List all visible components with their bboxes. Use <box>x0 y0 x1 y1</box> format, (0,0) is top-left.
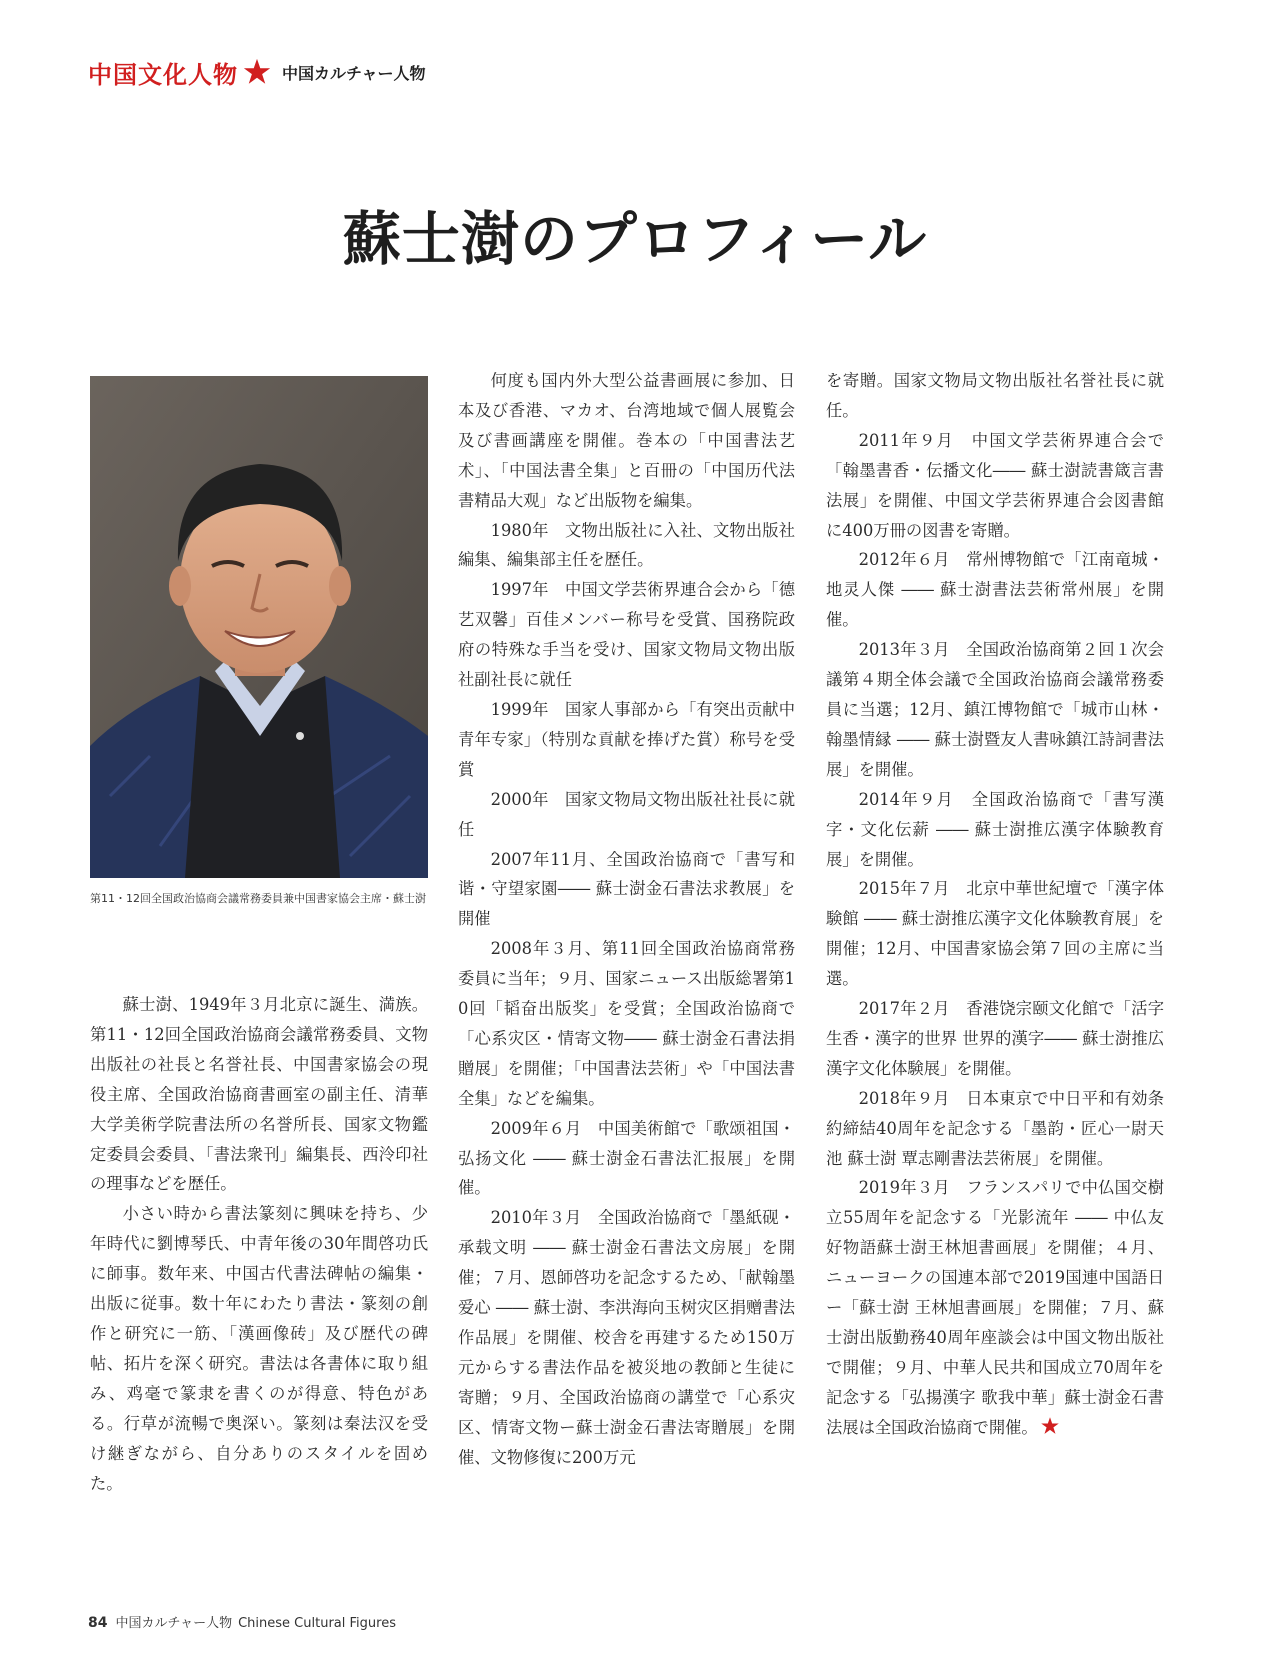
paragraph: 1999年 国家人事部から「有突出贡献中青年专家」（特別な貢献を捧げた賞）称号を受賞 <box>458 699 795 779</box>
brand-zh: 中国文化人物 <box>88 59 238 89</box>
paragraph: 2010年３月 全国政治協商で「墨紙砚・承载文明 ―― 蘇士澍金石書法文房展」を開催；７月、恩師啓功を記念するため、「献翰墨爱心 ―― 蘇士澍、李洪海向玉树灾区捐赠書法作品展」を開催、校舎を再建するため150万元からする書法作品を被災地の教師と生徒に寄贈；９月、全国政治協商の講堂で「心系灾区、情寄文物ー蘇士澍金石書法寄贈展」を開催、文物修復に200万元 <box>458 1208 795 1467</box>
text-column-1 <box>90 990 428 1498</box>
page-footer <box>88 1612 396 1631</box>
paragraph: 2009年６月 中国美術館で「歌颂祖国・弘扬文化 ―― 蘇士澍金石書法汇报展」を開催。 <box>458 1118 795 1198</box>
paragraph: 1980年 文物出版社に入社、文物出版社編集、編集部主任を歴任。 <box>458 520 795 570</box>
paragraph-last <box>826 1173 1164 1442</box>
footer-title-ja: 中国カルチャー人物 <box>115 1616 233 1631</box>
paragraph: 1997年 中国文学芸術界連合会から「德艺双馨」百佳メンバー称号を受賞、国務院政府の特殊な手当を受け、国家文物局文物出版社副社長に就任 <box>458 580 795 690</box>
paragraph: を寄贈。国家文物局文物出版社名誉社長に就任。 <box>826 371 1164 420</box>
paragraph: 2007年11月、全国政治協商で「書写和谐・守望家園―― 蘇士澍金石書法求教展」を開催 <box>458 849 795 929</box>
paragraph: 2014年９月 全国政治協商で「書写漢字・文化伝薪 ―― 蘇士澍推広漢字体験教育展」を開催。 <box>826 789 1164 869</box>
brand-ja: 中国カルチャー人物 <box>282 63 426 83</box>
paragraph: 蘇士澍、1949年３月北京に誕生、満族。第11・12回全国政治協商会議常務委員、文物出版社の社長と名誉社長、中国書家協会の現役主席、全国政治協商書画室の副主任、清華大学美術学院書法所の名誉所長、国家文物鑑定委員会委員、「書法衆刊」編集長、西泠印社の理事などを歴任。 <box>90 995 428 1194</box>
paragraph: 2013年３月 全国政治協商第２回１次会議第４期全体会議で全国政治協商会議常務委員に当選；12月、鎮江博物館で「城市山林・翰墨情縁 ―― 蘇士澍暨友人書咏鎮江詩詞書法展」を開催。 <box>826 640 1164 779</box>
page-number: 84 <box>88 1615 108 1631</box>
text-column-2 <box>458 366 795 1473</box>
paragraph: 2011年９月 中国文学芸術界連合会で「翰墨書香・伝播文化―― 蘇士澍読書箴言書法展」を開催、中国文学芸術界連合会図書館に400万冊の図書を寄贈。 <box>826 430 1164 540</box>
red-star-icon <box>242 57 272 87</box>
paragraph: 何度も国内外大型公益書画展に参加、日本及び香港、マカオ、台湾地域で個人展覧会及び書画講座を開催。巻本の「中国書法艺术」、「中国法書全集」と百冊の「中国历代法書精品大观」など出版物を編集。 <box>458 371 795 510</box>
page-header <box>88 54 426 90</box>
page-title: 蘇士澍のプロフィール <box>342 205 928 273</box>
paragraph: 2008年３月、第11回全国政治協商常務委員に当年；９月、国家ニュース出版総署第10回「韬奋出版奖」を受賞；全国政治協商で「心系灾区・情寄文物―― 蘇士澍金石書法捐贈展」を開催；「中国書法芸術」や「中国法書全集」などを編集。 <box>458 939 795 1108</box>
photo-caption: 第11・12回全国政治協商会議常務委員兼中国書家協会主席・蘇士澍 <box>90 892 426 905</box>
footer-title-en: Chinese Cultural Figures <box>238 1616 396 1631</box>
last-paragraph-text: 2019年３月 フランスパリで中仏国交樹立55周年を記念する「光影流年 ―― 中仏友好物語蘇士澍王林旭書画展」を開催；４月、ニューヨークの国連本部で2019国連中国語日ー「蘇士澍 王林旭書画展」を開催；７月、蘇士澍出版勤務40周年座談会は中国文物出版社で開催；９月、中華人民共和国成立70周年を記念する「弘揚漢字 歌我中華」蘇士澍金石書法展は全国政治協商で開催。 <box>826 1178 1164 1437</box>
text-column-3 <box>826 366 1164 1443</box>
paragraph: 2000年 国家文物局文物出版社社長に就任 <box>458 789 795 839</box>
paragraph: 2017年２月 香港饶宗颐文化館で「活字生香・漢字的世界 世界的漢字―― 蘇士澍推広漢字文化体験展」を開催。 <box>826 999 1164 1078</box>
paragraph: 2015年７月 北京中華世紀壇で「漢字体験館 ―― 蘇士澍推広漢字文化体験教育展」を開催；12月、中国書家協会第７回の主席に当選。 <box>826 879 1164 989</box>
paragraph: 小さい時から書法篆刻に興味を持ち、少年時代に劉博琴氏、中青年後の30年間啓功氏に師事。数年来、中国古代書法碑帖の編集・出版に従事。数十年にわたり書法・篆刻の創作と研究に一筋、「漢画像砖」及び歴代の碑帖、拓片を深く研究。書法は各書体に取り組み、鸡毫で篆隶を書くのが得意、特色がある。行草が流暢で奥深い。篆刻は秦法汉を受け継ぎながら、自分ありのスタイルを固めた。 <box>90 1204 428 1493</box>
portrait-photo <box>90 376 428 878</box>
paragraph: 2012年６月 常州博物館で「江南竜城・地灵人傑 ―― 蘇士澍書法芸術常州展」を開催。 <box>826 550 1164 630</box>
paragraph: 2018年９月 日本東京で中日平和有効条約締結40周年を記念する「墨韵・匠心一尉天池 蘇士澍 覃志剛書法芸術展」を開催。 <box>826 1088 1164 1168</box>
end-star-icon <box>1040 1416 1060 1436</box>
